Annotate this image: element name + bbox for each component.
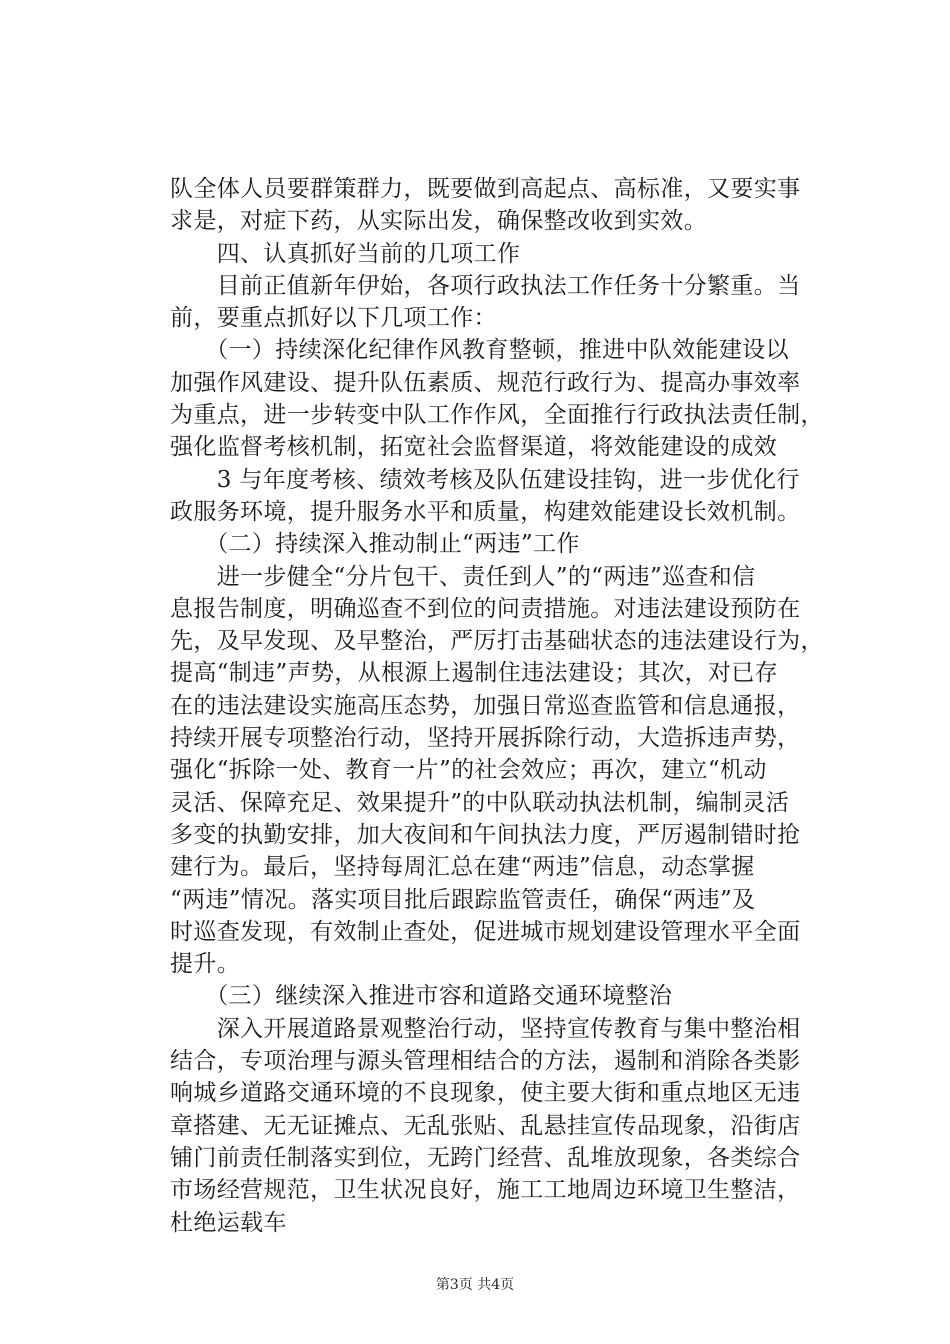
text-line: 在的违法建设实施高压态势，加强日常巡查监管和信息通报， (170, 692, 801, 719)
text-line: 市场经营规范，卫生状况良好，施工工地周边环境卫生整洁， (170, 1177, 801, 1204)
text-line: 政服务环境，提升服务水平和质量，构建效能建设长效机制。 (170, 498, 801, 525)
text-line: 加强作风建设、提升队伍素质、规范行政行为、提高办事效率 (170, 369, 801, 396)
text-line: 建行为。最后，坚持每周汇总在建“两违”信息，动态掌握 (170, 854, 755, 881)
text-line: 灵活、保障充足、效果提升”的中队联动执法机制，编制灵活 (170, 789, 790, 816)
text-line: “两违”情况。落实项目批后跟踪监管责任，确保“两违”及 (170, 886, 756, 913)
text-line: 铺门前责任制落实到位，无跨门经营、乱堆放现象，各类综合 (170, 1144, 801, 1171)
text-line: （一）持续深化纪律作风教育整顿，推进中队效能建设以 (170, 337, 789, 364)
text-line: 进一步健全“分片包干、责任到人”的“两违”巡查和信 (170, 563, 756, 590)
text-line: 持续开展专项整治行动，坚持开展拆除行动，大造拆违声势， (170, 725, 801, 752)
text-line: 多变的执勤安排，加大夜间和午间执法力度，严厉遏制错时抢 (170, 821, 801, 848)
text-line: 结合，专项治理与源头管理相结合的方法，遏制和消除各类影 (170, 1048, 801, 1075)
text-line: 提升。 (170, 951, 241, 978)
subsection-heading: （三）继续深入推进市容和道路交通环境整治 (170, 983, 673, 1010)
page-number: 第3页 共4页 (435, 1277, 515, 1293)
text-line: 3 与年度考核、绩效考核及队伍建设挂钩，进一步优化行 (170, 466, 800, 493)
subsection-heading: （二）持续深入推动制止“两违”工作 (170, 531, 580, 558)
text-line: 求是，对症下药，从实际出发，确保整改收到实效。 (170, 208, 708, 235)
page-footer (0, 1274, 950, 1294)
text-line: 前，要重点抓好以下几项工作： (170, 305, 497, 332)
text-line: 响城乡道路交通环境的不良现象，使主要大街和重点地区无违 (170, 1080, 801, 1107)
text-line: 息报告制度，明确巡查不到位的问责措施。对违法建设预防在 (170, 595, 801, 622)
text-line: 先，及早发现、及早整治，严厉打击基础状态的违法建设行为， (170, 628, 824, 655)
text-line: 为重点，进一步转变中队工作作风，全面推行行政执法责任制， (170, 402, 824, 429)
text-line: 提高“制违”声势，从根源上遏制住违法建设；其次，对已存 (170, 660, 778, 687)
text-line: 深入开展道路景观整治行动，坚持宣传教育与集中整治相 (170, 1015, 801, 1042)
text-line: 强化“拆除一处、教育一片”的社会效应；再次，建立“机动 (170, 757, 767, 784)
text-line: 杜绝运载车 (170, 1209, 287, 1236)
text-line: 时巡查发现，有效制止查处，促进城市规划建设管理水平全面 (170, 918, 801, 945)
body-text (170, 173, 850, 1239)
text-line: 章搭建、无无证摊点、无乱张贴、乱悬挂宣传品现象，沿街店 (170, 1112, 801, 1139)
section-heading: 四、认真抓好当前的几项工作 (170, 240, 521, 267)
text-line: 强化监督考核机制，拓宽社会监督渠道，将效能建设的成效 (170, 434, 778, 461)
text-line: 目前正值新年伊始，各项行政执法工作任务十分繁重。当 (170, 272, 801, 299)
text-line: 队全体人员要群策群力，既要做到高起点、高标准，又要实事 (170, 176, 801, 202)
